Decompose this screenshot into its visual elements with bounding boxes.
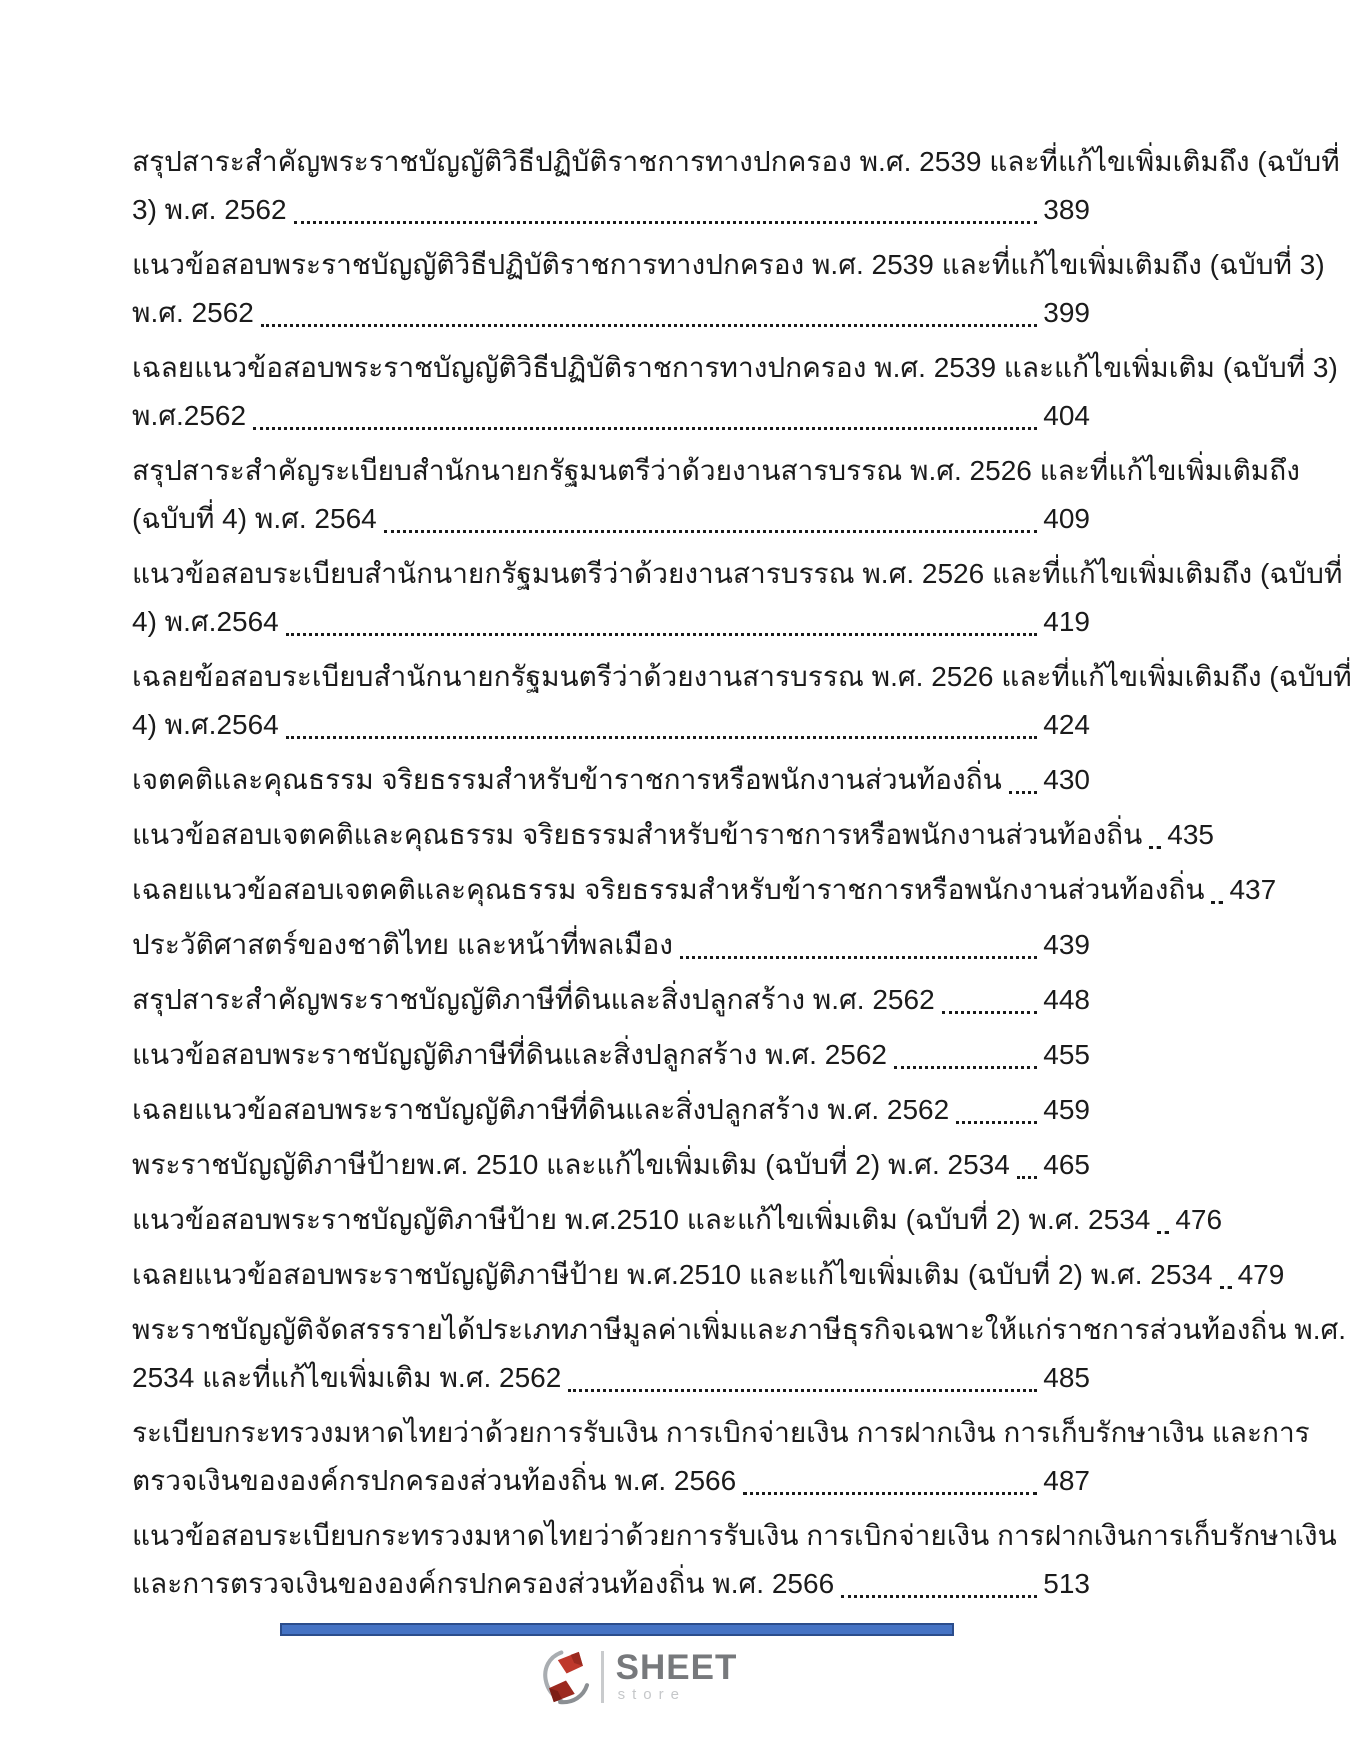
entry-page-number: 479 <box>1237 1259 1285 1290</box>
entry-line1: สรุปสาระสำคัญระเบียบสำนักนายกรัฐมนตรีว่าด้วยงานสารบรรณ พ.ศ. 2526 และที่แก้ไขเพิ่มเติมถึง <box>132 455 1300 486</box>
dot-leader <box>1220 1286 1232 1289</box>
dot-leader <box>286 736 1038 739</box>
toc-entry <box>132 1251 1285 1299</box>
entry-tail-text: แนวข้อสอบพระราชบัญญัติภาษีที่ดินและสิ่งปลูกสร้าง พ.ศ. 2562 <box>132 1039 887 1070</box>
dot-leader <box>956 1121 1037 1124</box>
entry-line1: แนวข้อสอบพระราชบัญญัติวิธีปฏิบัติราชการทางปกครอง พ.ศ. 2539 และที่แก้ไขเพิ่มเติมถึง (ฉบับที่ 3) <box>132 249 1325 280</box>
entry-tail-text: เฉลยแนวข้อสอบเจตคติและคุณธรรม จริยธรรมสำหรับข้าราชการหรือพนักงานส่วนท้องถิ่น <box>132 874 1205 905</box>
dot-leader <box>680 956 1037 959</box>
dot-leader <box>841 1595 1037 1598</box>
toc-entry <box>132 1196 1223 1244</box>
entry-lastline <box>132 756 1090 804</box>
entry-page-number: 465 <box>1043 1149 1090 1180</box>
entry-page-number: 513 <box>1043 1568 1090 1599</box>
toc-entry <box>132 811 1214 859</box>
dot-leader <box>294 221 1038 224</box>
entry-lastline <box>132 495 1090 543</box>
entry-tail-text: 2534 และที่แก้ไขเพิ่มเติม พ.ศ. 2562 <box>132 1362 562 1393</box>
dot-leader <box>286 633 1038 636</box>
entry-page-number: 439 <box>1043 929 1090 960</box>
toc-entry <box>132 447 1300 543</box>
entry-lastline <box>132 1031 1090 1079</box>
dot-leader <box>1157 1231 1169 1234</box>
entry-lastline <box>132 186 1090 234</box>
entry-page-number: 455 <box>1043 1039 1090 1070</box>
entry-tail-text: 4) พ.ศ.2564 <box>132 709 279 740</box>
toc-entry <box>132 550 1343 646</box>
entry-lastline <box>132 701 1090 749</box>
entry-line1: เฉลยข้อสอบระเบียบสำนักนายกรัฐมนตรีว่าด้วยงานสารบรรณ พ.ศ. 2526 และที่แก้ไขเพิ่มเติมถึง (ฉบับที่ <box>132 661 1352 692</box>
toc-entry <box>132 1086 1090 1134</box>
entry-tail-text: ตรวจเงินขององค์กรปกครองส่วนท้องถิ่น พ.ศ. 2566 <box>132 1465 737 1496</box>
toc-entry <box>132 653 1352 749</box>
entry-page-number: 448 <box>1043 984 1090 1015</box>
entry-tail-text: เฉลยแนวข้อสอบพระราชบัญญัติภาษีที่ดินและสิ่งปลูกสร้าง พ.ศ. 2562 <box>132 1094 950 1125</box>
entry-tail-text: เฉลยแนวข้อสอบพระราชบัญญัติภาษีป้าย พ.ศ.2510 และแก้ไขเพิ่มเติม (ฉบับที่ 2) พ.ศ. 2534 <box>132 1259 1213 1290</box>
toc-entry <box>132 921 1090 969</box>
entry-page-number: 399 <box>1043 297 1090 328</box>
toc-entry <box>132 138 1340 234</box>
brand-name: SHEET <box>615 1648 738 1687</box>
entry-page-number: 459 <box>1043 1094 1090 1125</box>
entry-lastline <box>132 1196 1223 1244</box>
entry-tail-text: สรุปสาระสำคัญพระราชบัญญัติภาษีที่ดินและสิ่งปลูกสร้าง พ.ศ. 2562 <box>132 984 935 1015</box>
dot-leader <box>384 530 1038 533</box>
entry-tail-text: 4) พ.ศ.2564 <box>132 606 279 637</box>
entry-lastline <box>132 866 1277 914</box>
toc-entry <box>132 1409 1310 1505</box>
entry-lastline <box>132 1251 1285 1299</box>
toc-entry <box>132 866 1277 914</box>
dot-leader <box>1017 1176 1037 1179</box>
entry-page-number: 437 <box>1229 874 1277 905</box>
table-of-contents <box>132 138 1352 1608</box>
sheet-store-logo <box>160 1649 1118 1705</box>
entry-tail-text: (ฉบับที่ 4) พ.ศ. 2564 <box>132 503 377 534</box>
entry-tail-text: แนวข้อสอบพระราชบัญญัติภาษีป้าย พ.ศ.2510 และแก้ไขเพิ่มเติม (ฉบับที่ 2) พ.ศ. 2534 <box>132 1204 1151 1235</box>
entry-tail-text: 3) พ.ศ. 2562 <box>132 194 287 225</box>
entry-page-number: 430 <box>1043 764 1090 795</box>
entry-lastline <box>132 976 1090 1024</box>
entry-line1: พระราชบัญญัติจัดสรรรายได้ประเภทภาษีมูลค่าเพิ่มและภาษีธุรกิจเฉพาะให้แก่ราชการส่วนท้องถิ่น พ.ศ. <box>132 1314 1347 1345</box>
entry-lastline <box>132 598 1090 646</box>
entry-lastline <box>132 811 1214 859</box>
entry-lastline <box>132 289 1090 337</box>
entry-line1: แนวข้อสอบระเบียบกระทรวงมหาดไทยว่าด้วยการรับเงิน การเบิกจ่ายเงิน การฝากเงินการเก็บรักษาเงิน <box>132 1520 1337 1551</box>
entry-lastline <box>132 1354 1090 1402</box>
entry-tail-text: พระราชบัญญัติภาษีป้ายพ.ศ. 2510 และแก้ไขเพิ่มเติม (ฉบับที่ 2) พ.ศ. 2534 <box>132 1149 1010 1180</box>
footer-divider <box>280 1623 954 1636</box>
entry-page-number: 419 <box>1043 606 1090 637</box>
toc-entry <box>132 344 1338 440</box>
entry-page-number: 409 <box>1043 503 1090 534</box>
toc-entry <box>132 1512 1337 1608</box>
dot-leader <box>261 324 1037 327</box>
dot-leader <box>1211 901 1223 904</box>
dot-leader <box>1009 791 1038 794</box>
dot-leader <box>253 427 1037 430</box>
entry-tail-text: แนวข้อสอบเจตคติและคุณธรรม จริยธรรมสำหรับข้าราชการหรือพนักงานส่วนท้องถิ่น <box>132 819 1143 850</box>
entry-lastline <box>132 392 1090 440</box>
entry-lastline <box>132 921 1090 969</box>
entry-line1: เฉลยแนวข้อสอบพระราชบัญญัติวิธีปฏิบัติราชการทางปกครอง พ.ศ. 2539 และแก้ไขเพิ่มเติม (ฉบับที่ 3) <box>132 352 1338 383</box>
entry-page-number: 404 <box>1043 400 1090 431</box>
sheet-store-s-icon <box>541 1649 591 1705</box>
entry-page-number: 424 <box>1043 709 1090 740</box>
entry-lastline <box>132 1560 1090 1608</box>
entry-page-number: 487 <box>1043 1465 1090 1496</box>
entry-line1: ระเบียบกระทรวงมหาดไทยว่าด้วยการรับเงิน การเบิกจ่ายเงิน การฝากเงิน การเก็บรักษาเงิน และการ <box>132 1417 1310 1448</box>
logo-text <box>615 1648 738 1703</box>
entry-lastline <box>132 1141 1090 1189</box>
entry-lastline <box>132 1457 1090 1505</box>
toc-entry <box>132 1306 1347 1402</box>
toc-entry <box>132 976 1090 1024</box>
dot-leader <box>1149 846 1161 849</box>
toc-entry <box>132 1031 1090 1079</box>
entry-line1: แนวข้อสอบระเบียบสำนักนายกรัฐมนตรีว่าด้วยงานสารบรรณ พ.ศ. 2526 และที่แก้ไขเพิ่มเติมถึง (ฉบับที่ <box>132 558 1343 589</box>
entry-tail-text: พ.ศ. 2562 <box>132 297 254 328</box>
brand-subtitle: store <box>617 1686 686 1703</box>
dot-leader <box>743 1492 1037 1495</box>
dot-leader <box>942 1011 1038 1014</box>
entry-tail-text: พ.ศ.2562 <box>132 400 247 431</box>
toc-entry <box>132 1141 1090 1189</box>
entry-page-number: 485 <box>1043 1362 1090 1393</box>
entry-tail-text: เจตคติและคุณธรรม จริยธรรมสำหรับข้าราชการหรือพนักงานส่วนท้องถิ่น <box>132 764 1002 795</box>
dot-leader <box>894 1066 1037 1069</box>
dot-leader <box>568 1389 1037 1392</box>
entry-tail-text: และการตรวจเงินขององค์กรปกครองส่วนท้องถิ่น พ.ศ. 2566 <box>132 1568 835 1599</box>
entry-page-number: 435 <box>1167 819 1214 850</box>
logo-divider <box>601 1651 604 1703</box>
entry-tail-text: ประวัติศาสตร์ของชาติไทย และหน้าที่พลเมือง <box>132 929 673 960</box>
entry-page-number: 389 <box>1043 194 1090 225</box>
toc-entry <box>132 241 1325 337</box>
entry-page-number: 476 <box>1175 1204 1223 1235</box>
entry-lastline <box>132 1086 1090 1134</box>
toc-entry <box>132 756 1090 804</box>
entry-line1: สรุปสาระสำคัญพระราชบัญญัติวิธีปฏิบัติราชการทางปกครอง พ.ศ. 2539 และที่แก้ไขเพิ่มเติมถึง (ฉบับที่ <box>132 146 1340 177</box>
